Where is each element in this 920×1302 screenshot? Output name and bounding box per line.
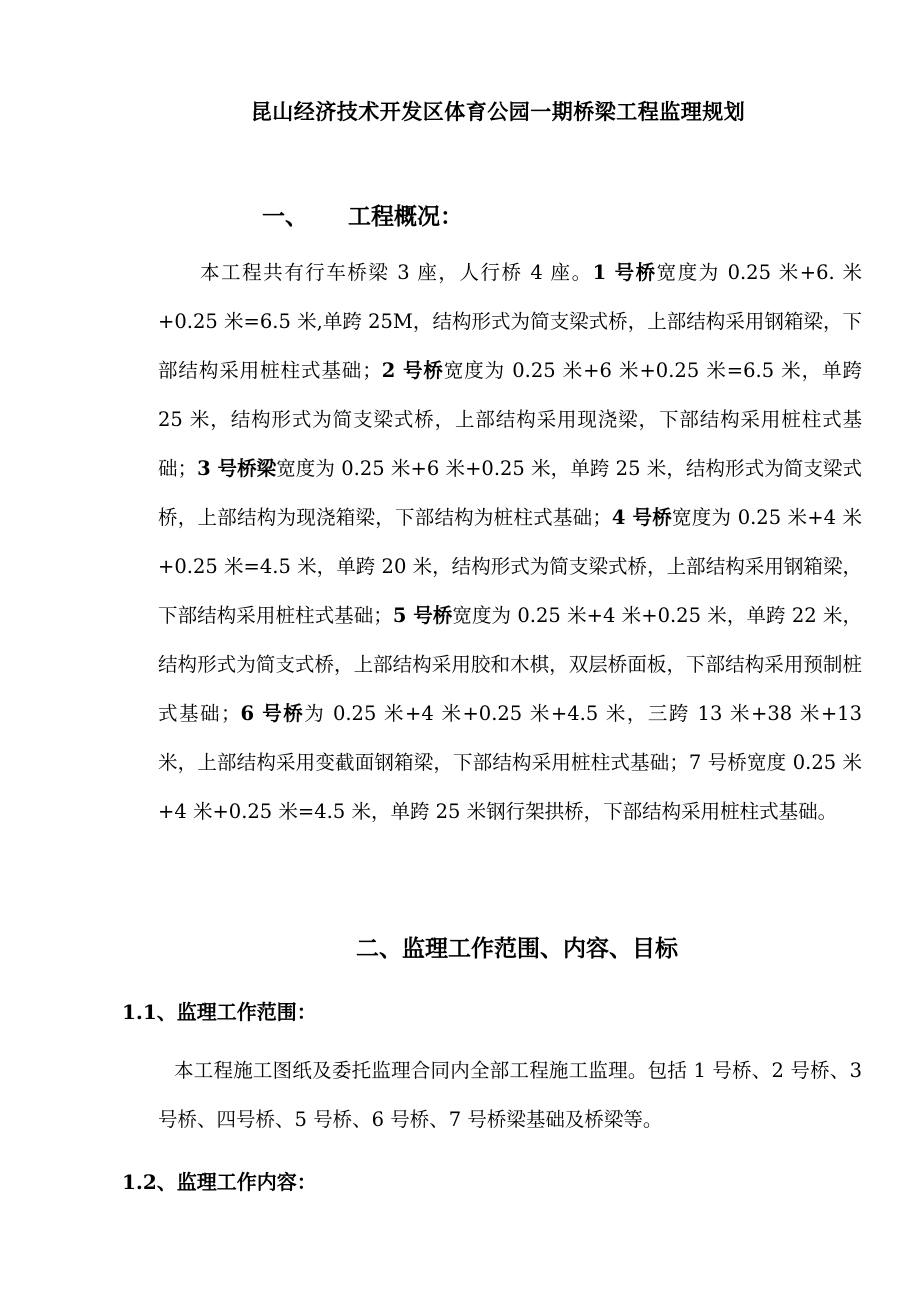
- section-1-title: 工程概况：: [348, 203, 463, 230]
- bridge-5-label: 5 号桥: [392, 604, 453, 627]
- paragraph-run: 本工程共有行车桥梁 3 座，人行桥 4 座。: [200, 261, 593, 284]
- subsection-1-2-heading: 1.2、监理工作内容：: [122, 1170, 317, 1194]
- bridge-1-label: 1 号桥: [592, 261, 657, 284]
- subsection-1-1-heading: 1.1、监理工作范围：: [122, 1000, 317, 1024]
- paragraph-run: 宽度为 0.25 米+4 米+0.25 米=4.5 米，单跨 20 米，结构形式为简支梁式桥，上部结构采用钢箱梁，下部结构采用桩柱式基础；: [158, 506, 862, 627]
- bridge-4-label: 4 号桥: [611, 506, 673, 529]
- paragraph-run: 宽度为 0.25 米+6 米+0.25 米，单跨 25 米，结构形式为简支梁式桥，上部结构为现浇箱梁，下部结构为桩柱式基础；: [158, 457, 862, 529]
- bridge-3-label: 3 号桥梁: [197, 457, 277, 480]
- paragraph-run: 宽度为 0.25 米+4 米+0.25 米，单跨 22 米，结构形式为简支式桥，上部结构采用胶和木棋，双层桥面板，下部结构采用预制桩式基础；: [158, 604, 862, 725]
- paragraph-run: 宽度为 0.25 米+6. 米+0.25 米=6.5 米,单跨 25M，结构形式为简支梁式桥，上部结构采用钢箱梁，下部结构采用桩柱式基础；: [158, 261, 862, 382]
- paragraph-run: 宽度为 0.25 米+6 米+0.25 米=6.5 米，单跨 25 米，结构形式为简支梁式桥，上部结构采用现浇梁，下部结构采用桩柱式基础；: [158, 359, 862, 480]
- subsection-1-1-paragraph: 本工程施工图纸及委托监理合同内全部工程施工监理。包括 1 号桥、2 号桥、3 号桥、四号桥、5 号桥、6 号桥、7 号桥梁基础及桥梁等。: [158, 1059, 862, 1131]
- section-1-heading: [262, 198, 463, 231]
- section-1-number: 一、: [262, 203, 308, 230]
- section-2-heading: 二、监理工作范围、内容、目标: [356, 935, 678, 962]
- bridge-6-label: 6 号桥: [240, 702, 305, 725]
- bridge-2-label: 2 号桥: [381, 359, 444, 382]
- section-1-paragraph: [158, 248, 862, 836]
- document-title: 昆山经济技术开发区体育公园一期桥梁工程监理规划: [250, 99, 746, 124]
- paragraph-run: 为 0.25 米+4 米+0.25 米+4.5 米，三跨 13 米+38 米+13 米，上部结构采用变截面钢箱梁，下部结构采用桩柱式基础；7 号桥宽度 0.25 米+4 米+0.25 米=4.5 米，单跨 25 米钢行架拱桥，下部结构采用桩柱式基础。: [158, 702, 862, 823]
